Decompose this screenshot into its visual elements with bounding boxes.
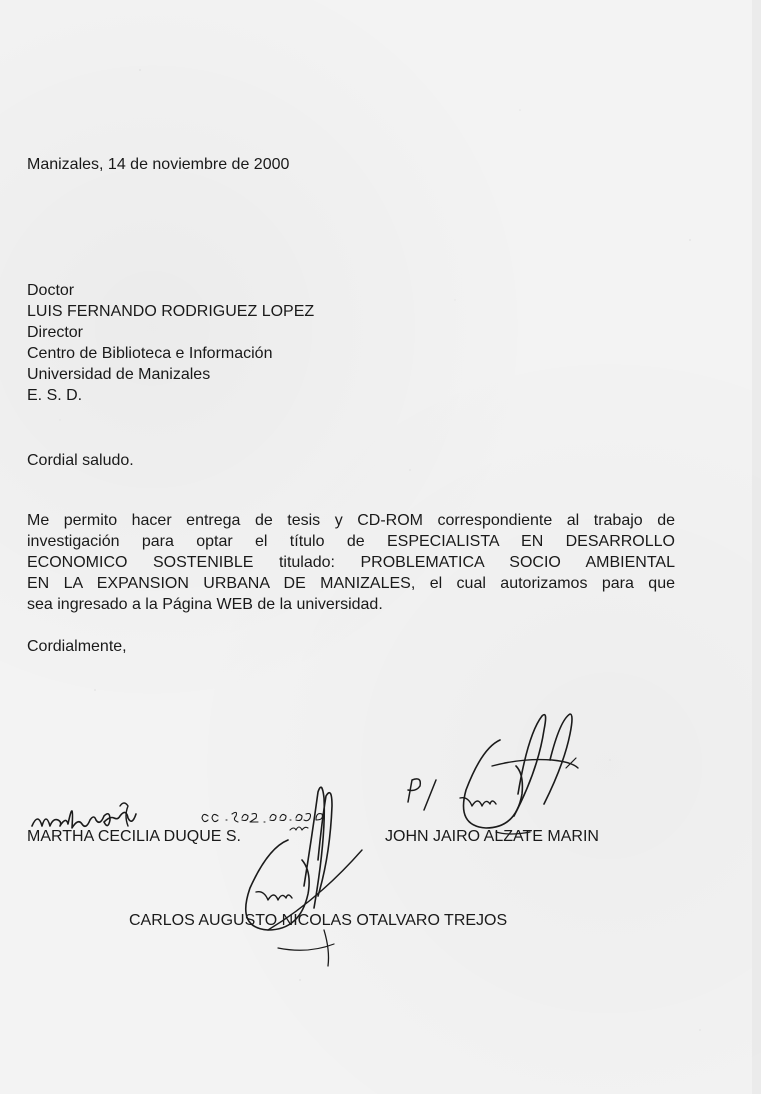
body-line: ECONOMICO SOSTENIBLE titulado: PROBLEMATICA SOCIO AMBIENTAL [27,554,675,571]
closing: Cordialmente, [27,638,127,655]
recipient-position: Director [27,324,84,341]
recipient-title: Doctor [27,282,75,299]
body-line: Me permito hacer entrega de tesis y CD-ROM correspondiente al trabajo de [27,512,675,529]
greeting: Cordial saludo. [27,452,134,469]
body-paragraph [27,510,675,615]
signer-1-name: MARTHA CECILIA DUQUE S. [27,828,241,845]
signer-3-name: CARLOS AUGUSTO NICOLAS OTALVARO TREJOS [129,912,508,929]
body-line: sea ingresado a la Página WEB de la universidad. [27,596,383,613]
signer-2-name: JOHN JAIRO ALZATE MARIN [385,828,599,845]
body-line: EN LA EXPANSION URBANA DE MANIZALES, el cual autorizamos para que [27,575,675,592]
body-line: investigación para optar el título de ESPECIALISTA EN DESARROLLO [27,533,675,550]
recipient-department: Centro de Biblioteca e Información [27,345,273,362]
recipient-name: LUIS FERNANDO RODRIGUEZ LOPEZ [27,303,315,320]
recipient-institution: Universidad de Manizales [27,366,211,383]
place-date: Manizales, 14 de noviembre de 2000 [27,156,290,173]
recipient-esd: E. S. D. [27,387,83,404]
signature-carlos-scribble [238,780,388,980]
